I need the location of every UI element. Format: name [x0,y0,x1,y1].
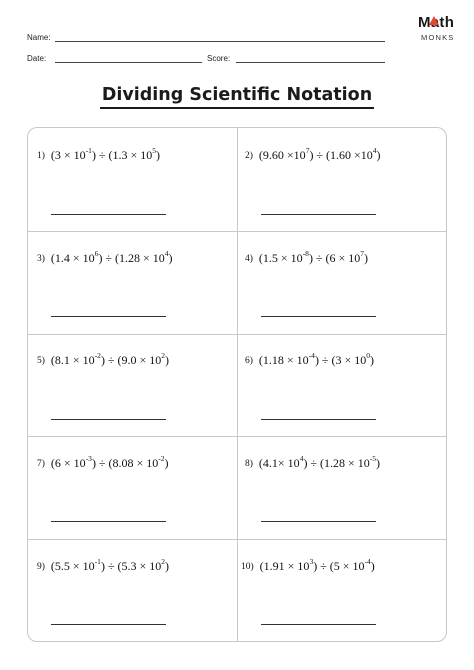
answer-line-4[interactable] [261,316,376,317]
problem-2: 2) $(9.60 \times 10^7) \div (1.60 \times 10^4)$ [245,146,381,162]
answer-line-9[interactable] [51,624,166,625]
problem-6: 6) $(1.18 \times 10^{-4}) \div (3 \times 10^0)$ [245,351,375,367]
answer-line-3[interactable] [51,316,166,317]
logo-bottom-text: MONKS [421,33,455,42]
problem-8: 8) $(4.1\times 10^4) \div (1.28 \times 10^{-5})$ [245,454,381,470]
math-monks-logo [418,14,464,50]
problem-3: 3) $(1.4 \times 10^6) \div (1.28 \times 10^4)$ [37,249,173,265]
name-field[interactable] [55,41,385,42]
page-title: Dividing Scientific Notation [100,84,374,109]
grid-divider-row-1 [28,231,446,232]
score-label: Score: [207,54,231,63]
answer-line-5[interactable] [51,419,166,420]
problem-4: 4) $(1.5 \times 10^{-8}) \div (6 \times 10^7)$ [245,249,369,265]
date-label: Date: [27,54,47,63]
problem-10: 10) $(1.91 \times 10^3) \div (5 \times 10^{-4})$ [241,557,375,573]
logo-triangle-icon [429,16,439,25]
name-label: Name: [27,33,51,42]
answer-line-2[interactable] [261,214,376,215]
answer-line-7[interactable] [51,521,166,522]
problem-9: 9) $(5.5 \times 10^{-1}) \div (5.3 \times 10^2)$ [37,557,170,573]
score-field[interactable] [236,62,385,63]
grid-divider-row-3 [28,436,446,437]
logo-top-text: Math [418,14,455,31]
date-field[interactable] [55,62,202,63]
grid-divider-row-2 [28,334,446,335]
problem-7: 7) $(6 \times 10^{-3}) \div (8.08 \times 10^{-2})$ [37,454,169,470]
answer-line-10[interactable] [261,624,376,625]
answer-line-8[interactable] [261,521,376,522]
grid-divider-row-4 [28,539,446,540]
problem-5: 5) $(8.1 \times 10^{-2}) \div (9.0 \times 10^2)$ [37,351,170,367]
grid-divider-vertical [237,128,238,641]
problem-1: 1) $(3 \times 10^{-1}) \div (1.3 \times 10^5)$ [37,146,161,162]
answer-line-6[interactable] [261,419,376,420]
answer-line-1[interactable] [51,214,166,215]
